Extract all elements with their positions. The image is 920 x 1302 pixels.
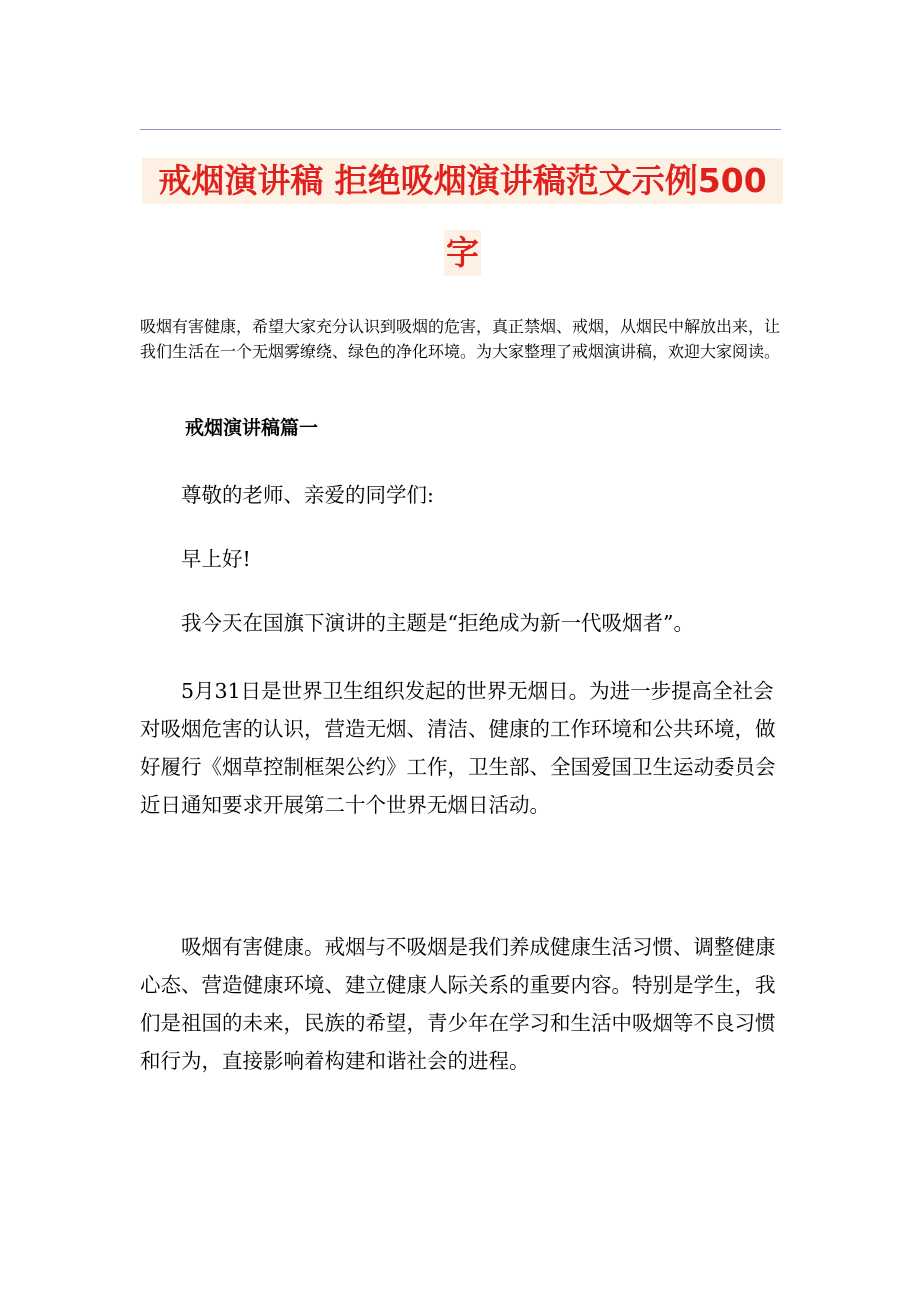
speech-topic: 我今天在国旗下演讲的主题是“拒绝成为新一代吸烟者”。 (181, 611, 694, 635)
salutation: 尊敬的老师、亲爱的同学们: (181, 483, 434, 507)
section-heading: 戒烟演讲稿篇一 (185, 417, 319, 439)
body-paragraph: 5月31日是世界卫生组织发起的世界无烟日。为进一步提高全社会对吸烟危害的认识，营造无烟、清洁、健康的工作环境和公共环境，做好履行《烟草控制框架公约》工作，卫生部、全国爱国卫生运动委员会近日通知要求开展第二十个世界无烟日活动。 (140, 679, 776, 817)
greeting: 早上好! (181, 547, 251, 571)
body-paragraph: 吸烟有害健康。戒烟与不吸烟是我们养成健康生活习惯、调整健康心态、营造健康环境、建立健康人际关系的重要内容。特别是学生，我们是祖国的未来，民族的希望，青少年在学习和生活中吸烟等不良习惯和行为，直接影响着构建和谐社会的进程。 (140, 935, 776, 1073)
intro-paragraph: 吸烟有害健康，希望大家充分认识到吸烟的危害，真正禁烟、戒烟，从烟民中解放出来，让我们生活在一个无烟雾缭绕、绿色的净化环境。为大家整理了戒烟演讲稿，欢迎大家阅读。 (140, 317, 781, 361)
header-rule (140, 129, 781, 130)
title-line-1: 戒烟演讲稿 拒绝吸烟演讲稿范文示例500 (142, 158, 783, 204)
document-title (140, 158, 785, 276)
title-line-2: 字 (444, 230, 481, 276)
